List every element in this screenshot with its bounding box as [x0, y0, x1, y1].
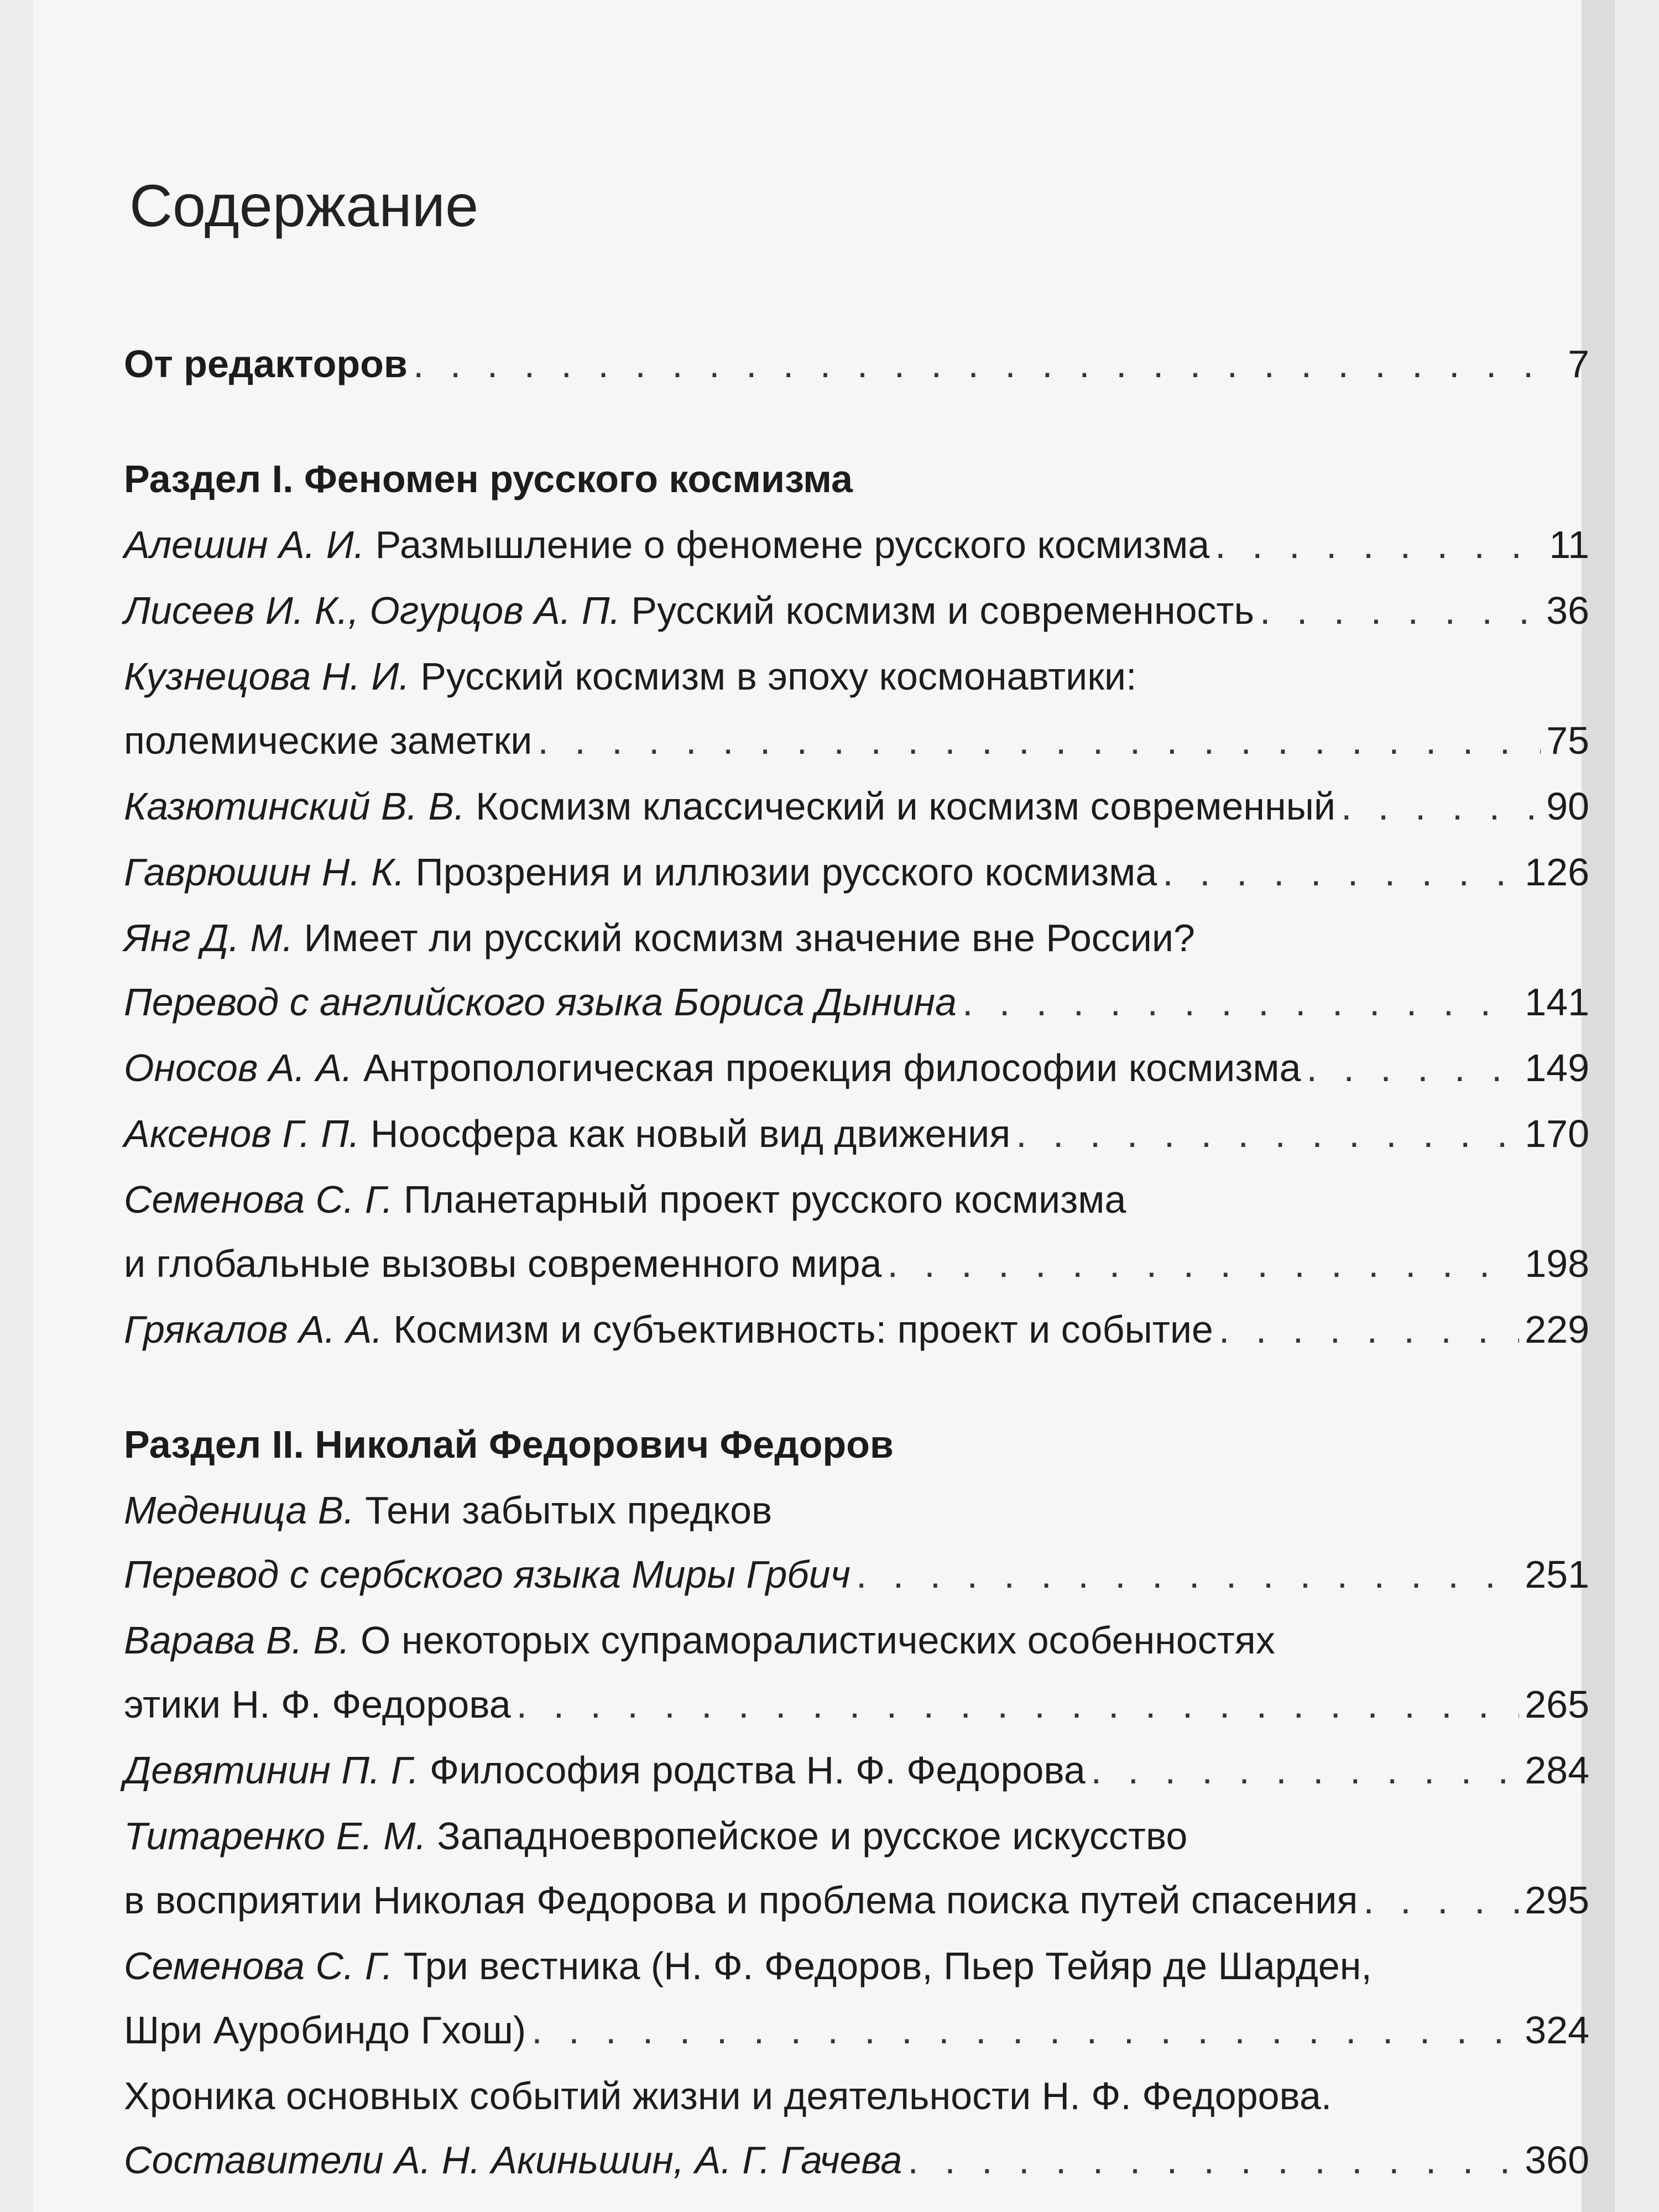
toc-page-number: 324 [1525, 2008, 1589, 2052]
section-spacer [124, 1361, 1589, 1412]
section-heading: Раздел II. Николай Федорович Федоров [124, 1423, 894, 1466]
toc-line-text [124, 578, 1254, 643]
toc-line-text [124, 774, 1335, 838]
toc-page-number: 7 [1568, 342, 1589, 385]
section-heading: Раздел I. Феномен русского космизма [124, 457, 853, 500]
toc-line [124, 578, 1589, 643]
toc-title: Антропологическая проекция философии космизма [352, 1046, 1301, 1089]
toc-title: Космизм классический и космизм современный [465, 785, 1336, 828]
dot-leader [1215, 513, 1543, 577]
toc-line [124, 513, 1589, 577]
toc-line-text [124, 644, 1136, 708]
toc-page-number: 251 [1525, 1553, 1589, 1596]
page-title: Содержание [129, 172, 479, 239]
toc-title: Шри Ауробиндо Гхош) [124, 2008, 526, 2052]
toc-line-text [124, 1672, 511, 1736]
toc-author: Грякалов А. А. [124, 1308, 383, 1351]
toc-line-text [124, 1036, 1301, 1100]
toc-line-text [124, 1998, 526, 2062]
toc-line [124, 1542, 1589, 1606]
dot-leader [531, 1998, 1519, 2062]
toc-title: О некоторых супраморалистических особенностях [349, 1619, 1275, 1662]
toc-page-number: 36 [1546, 589, 1589, 632]
toc-line [124, 1804, 1589, 1868]
toc-title: Философия родства Н. Ф. Федорова [419, 1749, 1086, 1792]
toc-title: этики Н. Ф. Федорова [124, 1683, 511, 1726]
toc-page-number: 170 [1525, 1112, 1589, 1155]
toc-page-number: 360 [1525, 2138, 1589, 2182]
toc-author: Лисеев И. К., Огурцов А. П. [124, 589, 620, 632]
dot-leader [856, 1542, 1519, 1606]
dot-leader [538, 708, 1541, 773]
toc-translation-note: Составители А. Н. Акиньшин, А. Г. Гачева [124, 2138, 902, 2182]
toc-title: Ноосфера как новый вид движения [359, 1112, 1011, 1155]
dot-leader [1341, 774, 1541, 838]
toc-line [124, 644, 1589, 708]
toc-line-text [124, 840, 1157, 904]
toc-entry[interactable] [124, 513, 1589, 577]
dot-leader [1306, 1036, 1519, 1100]
toc-line [124, 1934, 1589, 1998]
toc-line-text [124, 1102, 1010, 1166]
toc-translation-note: Перевод с сербского языка Миры Грбич [124, 1553, 851, 1596]
toc-title: Размышление о феномене русского космизма [364, 523, 1210, 566]
toc-title: Прозрения и иллюзии русского космизма [404, 851, 1157, 894]
toc-title: и глобальные вызовы современного мира [124, 1242, 882, 1285]
dot-leader [413, 332, 1562, 396]
toc-entry[interactable] [124, 1804, 1589, 1932]
toc-page-number: 229 [1525, 1308, 1589, 1351]
toc-translation-note: Перевод с английского языка Бориса Дынина [124, 980, 957, 1024]
toc-entry[interactable] [124, 906, 1589, 1034]
toc-entry[interactable] [124, 1608, 1589, 1736]
toc-line-text [124, 2128, 902, 2192]
toc-line-text [124, 1232, 881, 1296]
toc-entry[interactable] [124, 1478, 1589, 1606]
toc-author: Кузнецова Н. И. [124, 655, 410, 698]
toc-line [124, 2064, 1589, 2128]
toc-title: Русский космизм и современность [620, 589, 1254, 632]
toc-author: Варава В. В. [124, 1619, 350, 1662]
toc-line [124, 1608, 1589, 1672]
toc-page-number: 295 [1525, 1879, 1589, 1922]
dot-leader [1260, 578, 1541, 643]
toc-author: Титаренко Е. М. [124, 1814, 426, 1858]
toc-author: Казютинский В. В. [124, 785, 465, 828]
toc-title: в восприятии Николая Федорова и проблема поиска путей спасения [124, 1879, 1358, 1922]
toc-entry[interactable] [124, 1738, 1589, 1802]
toc-title: Планетарный проект русского космизма [393, 1178, 1126, 1221]
toc-page-number: 90 [1546, 785, 1589, 828]
toc-entry[interactable] [124, 1167, 1589, 1296]
toc-line-text [124, 1804, 1187, 1868]
toc-line [124, 708, 1589, 773]
toc-line [124, 1232, 1589, 1296]
toc-author: Семенова С. Г. [124, 1178, 393, 1221]
toc-author: Янг Д. М. [124, 916, 294, 959]
toc-line [124, 1036, 1589, 1100]
toc-foreword-text: От редакторов [124, 342, 408, 385]
toc-line-text [124, 1868, 1358, 1932]
toc-author: Девятинин П. Г. [124, 1749, 419, 1792]
toc-page-number: 284 [1525, 1749, 1589, 1792]
toc-line-text [124, 1297, 1213, 1361]
toc-author: Меденица В. [124, 1489, 354, 1532]
toc-page-number: 149 [1525, 1046, 1589, 1089]
toc-line [124, 840, 1589, 904]
toc-title: Космизм и субъективность: проект и событие [382, 1308, 1213, 1351]
toc-line-text [124, 2064, 1332, 2128]
toc-line [124, 1167, 1589, 1232]
dot-leader [907, 2128, 1519, 2192]
dot-leader [887, 1232, 1519, 1296]
toc-entry[interactable] [124, 2064, 1589, 2192]
toc-line [124, 774, 1589, 838]
toc-author: Гаврюшин Н. К. [124, 851, 405, 894]
toc-title: Имеет ли русский космизм значение вне России? [293, 916, 1195, 959]
book-page [33, 0, 1615, 2212]
toc-line [124, 906, 1589, 970]
toc-entry[interactable] [124, 840, 1589, 904]
section-spacer [124, 396, 1589, 447]
toc-entry[interactable] [124, 1036, 1589, 1100]
toc-author: Семенова С. Г. [124, 1944, 393, 1987]
toc-entry[interactable] [124, 1102, 1589, 1166]
toc-page-number: 11 [1549, 523, 1589, 566]
toc-line [124, 1297, 1589, 1361]
toc-line-text [124, 1934, 1372, 1998]
dot-leader [1016, 1102, 1519, 1166]
toc-page-number: 75 [1546, 719, 1589, 762]
toc-title: Западноевропейское и русское искусство [426, 1814, 1188, 1858]
toc-page-number: 198 [1525, 1242, 1589, 1285]
toc-line-text [124, 1478, 772, 1542]
toc-line [124, 1738, 1589, 1802]
toc-title: полемические заметки [124, 719, 533, 762]
toc-line-text [124, 1608, 1275, 1672]
toc-line [124, 1998, 1589, 2062]
toc-foreword[interactable] [124, 332, 1589, 396]
dot-leader [1363, 1868, 1519, 1932]
toc-title: Три вестника (Н. Ф. Федоров, Пьер Тейяр де Шарден, [393, 1944, 1372, 1987]
dot-leader [962, 970, 1519, 1034]
toc-title: Русский космизм в эпоху космонавтики: [409, 655, 1137, 698]
toc-line [124, 970, 1589, 1034]
toc-entry[interactable] [124, 578, 1589, 643]
toc-line [124, 2128, 1589, 2192]
toc-title: Тени забытых предков [354, 1489, 773, 1532]
toc-line-text [124, 906, 1195, 970]
table-of-contents [124, 332, 1589, 2192]
toc-title: Хроника основных событий жизни и деятельности Н. Ф. Федорова. [124, 2074, 1332, 2117]
toc-page-number: 265 [1525, 1683, 1589, 1726]
dot-leader [1219, 1297, 1519, 1361]
toc-author: Алешин А. И. [124, 523, 365, 566]
toc-page-number: 141 [1525, 980, 1589, 1024]
toc-line [124, 1102, 1589, 1166]
toc-author: Оносов А. А. [124, 1046, 353, 1089]
toc-line-text [124, 708, 532, 773]
toc-line-text [124, 1738, 1086, 1802]
toc-entry[interactable] [124, 1934, 1589, 2062]
toc-entry[interactable] [124, 774, 1589, 838]
toc-line [124, 1478, 1589, 1542]
toc-line [124, 1868, 1589, 1932]
toc-entry[interactable] [124, 644, 1589, 773]
dot-leader [517, 1672, 1520, 1736]
toc-line-text [124, 1167, 1126, 1232]
toc-author: Аксенов Г. П. [124, 1112, 360, 1155]
toc-line-text [124, 1542, 851, 1606]
toc-line-text [124, 970, 957, 1034]
dot-leader [1162, 840, 1519, 904]
toc-page-number: 126 [1525, 851, 1589, 894]
dot-leader [1091, 1738, 1520, 1802]
toc-line-text [124, 513, 1209, 577]
toc-line [124, 1672, 1589, 1736]
toc-entry[interactable] [124, 1297, 1589, 1361]
